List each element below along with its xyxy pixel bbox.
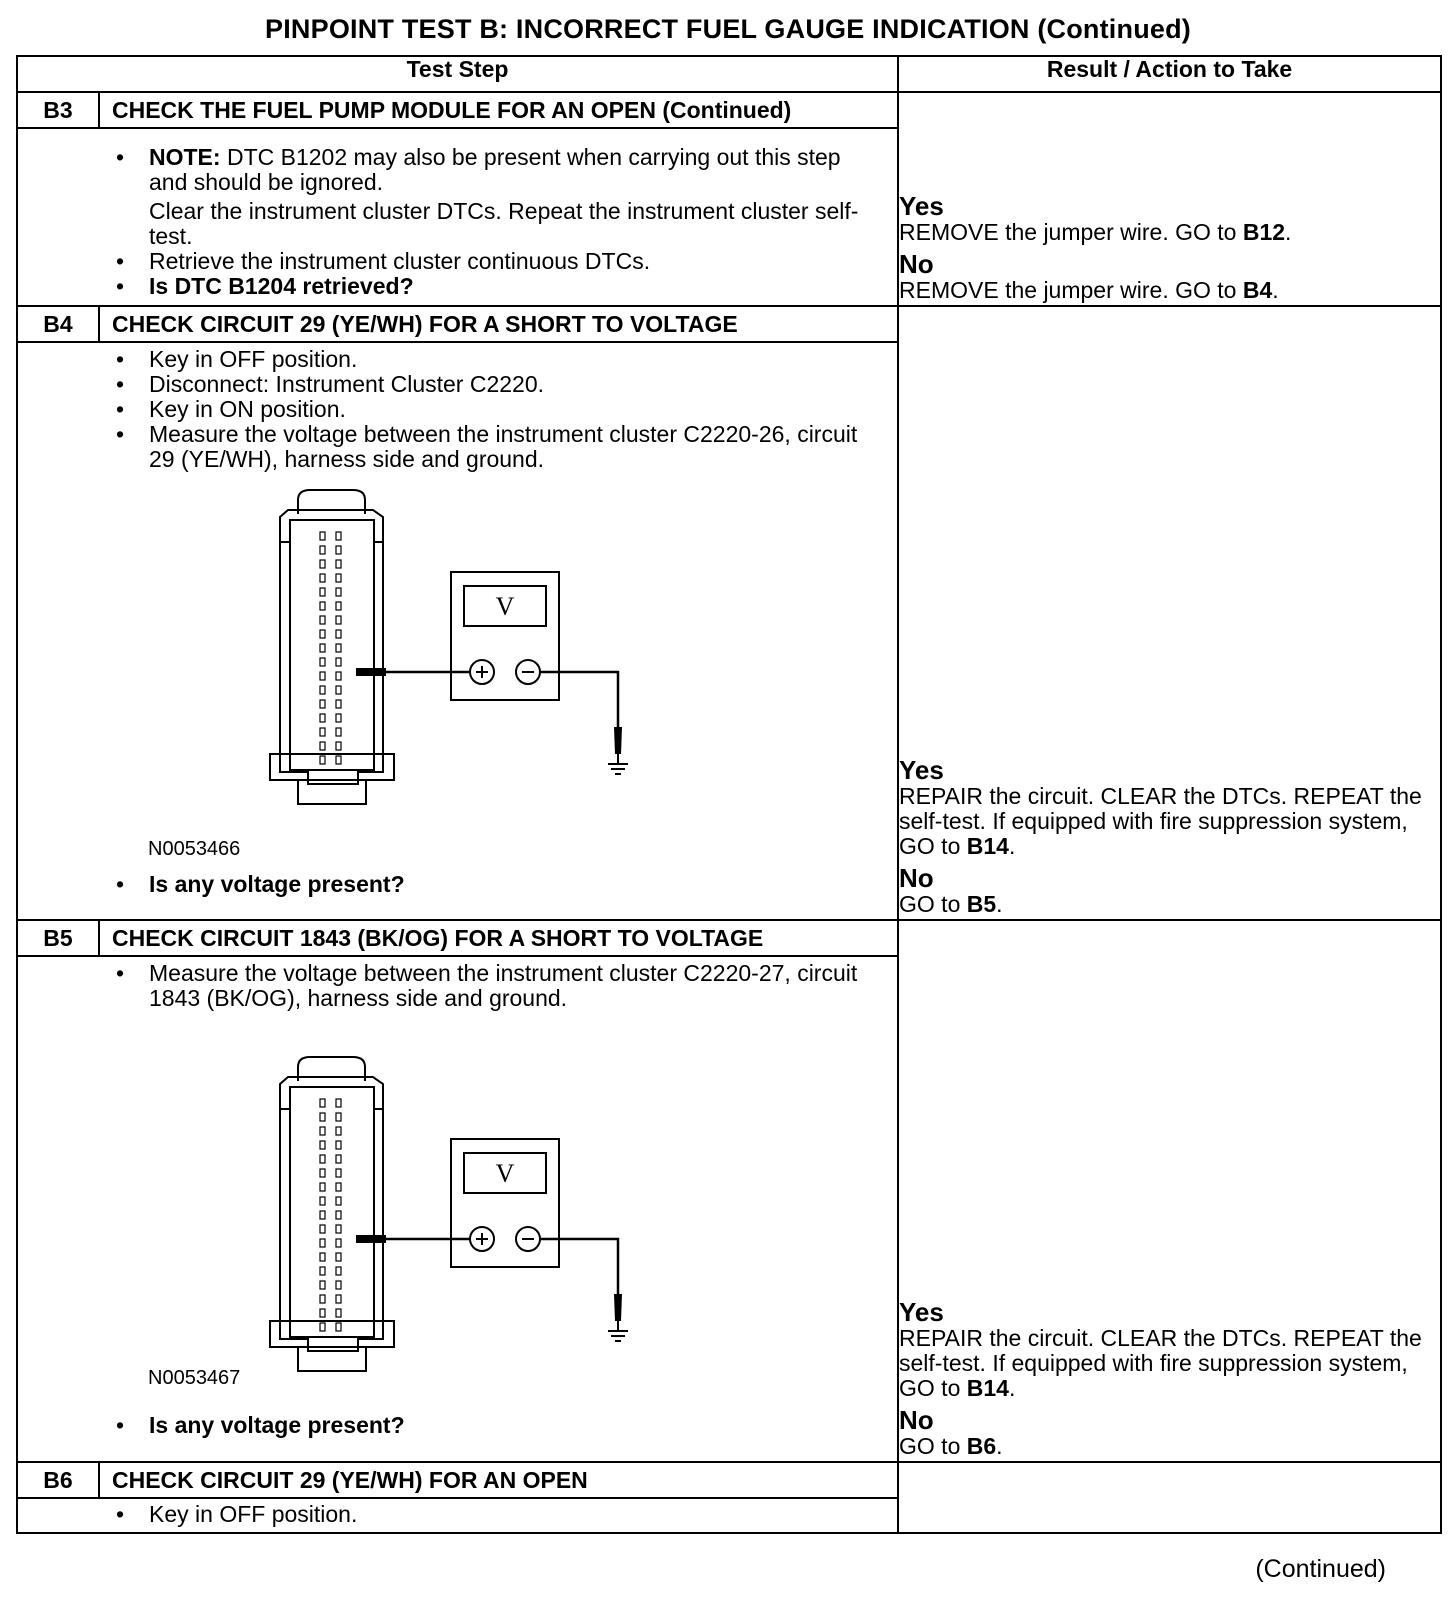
connector-pin — [320, 1309, 325, 1317]
connector-pin — [320, 644, 325, 652]
result-no-action: REMOVE the jumper wire. GO to B4. — [899, 277, 1279, 303]
connector-pin — [320, 1197, 325, 1205]
result-no-label: No — [899, 1405, 934, 1435]
step-title-b5: CHECK CIRCUIT 1843 (BK/OG) FOR A SHORT TO VOLTAGE — [99, 920, 898, 956]
connector-pin — [320, 700, 325, 708]
connector-pin — [336, 1239, 341, 1247]
result-no-label: No — [899, 249, 934, 279]
result-no-action: GO to B6. — [899, 1433, 1003, 1459]
connector-pin — [336, 532, 341, 540]
connector-pin — [320, 1183, 325, 1191]
meter-label-v: V — [495, 592, 515, 621]
connector-pin — [336, 630, 341, 638]
figure-id-b5: N0053467 — [148, 1367, 241, 1389]
list-item: • Disconnect: Instrument Cluster C2220. — [18, 372, 877, 397]
connector-pin — [336, 672, 341, 680]
connector-pin — [320, 588, 325, 596]
connector-pin — [320, 1267, 325, 1275]
connector-pin — [336, 1141, 341, 1149]
connector-pin — [320, 532, 325, 540]
connector-pin — [320, 1099, 325, 1107]
pinpoint-test-table — [16, 55, 1442, 1534]
connector-pin — [336, 756, 341, 764]
list-item: • Retrieve the instrument cluster continuous DTCs. — [18, 249, 877, 274]
connector-pin — [320, 714, 325, 722]
connector-diagram-b5 — [18, 1011, 897, 1413]
connector-pin — [336, 728, 341, 736]
list-item-question: • Is any voltage present? — [18, 1413, 877, 1438]
connector-pin — [336, 1295, 341, 1303]
connector-pin — [336, 658, 341, 666]
connector-pin — [336, 714, 341, 722]
result-yes-action: REPAIR the circuit. CLEAR the DTCs. REPEAT the self-test. If equipped with fire suppression system, GO to B14. — [899, 783, 1422, 859]
connector-pin — [320, 1127, 325, 1135]
connector-pin — [336, 1267, 341, 1275]
connector-pin — [320, 602, 325, 610]
connector-pin — [336, 1309, 341, 1317]
step-id-b5: B5 — [17, 920, 99, 956]
step-id-b6: B6 — [17, 1462, 99, 1498]
result-no-action: GO to B5. — [899, 891, 1003, 917]
step-b3-header-row — [17, 92, 1441, 128]
connector-pin — [336, 1253, 341, 1261]
continued-footer: (Continued) — [1255, 1555, 1386, 1583]
table-header-row — [17, 56, 1441, 92]
list-item-question: • Is DTC B1204 retrieved? — [18, 274, 877, 299]
figure-id-b4: N0053466 — [148, 838, 241, 860]
result-b4 — [898, 306, 1441, 920]
connector-pin — [320, 756, 325, 764]
result-b5 — [898, 920, 1441, 1462]
list-item: • Measure the voltage between the instrument cluster C2220-27, circuit 1843 (BK/OG), harness side and ground. — [18, 961, 877, 1011]
step-title-b3: CHECK THE FUEL PUMP MODULE FOR AN OPEN (Continued) — [99, 92, 898, 128]
list-item: • NOTE: DTC B1202 may also be present when carrying out this step and should be ignored. — [18, 145, 877, 195]
connector-pin — [320, 1323, 325, 1331]
connector-pin — [320, 630, 325, 638]
result-no-label: No — [899, 863, 934, 893]
connector-pin — [336, 1183, 341, 1191]
step-id-b3: B3 — [17, 92, 99, 128]
list-item: • Key in ON position. — [18, 397, 877, 422]
page-title: PINPOINT TEST B: INCORRECT FUEL GAUGE INDICATION (Continued) — [265, 14, 1191, 44]
step-b5-header-row — [17, 920, 1441, 956]
connector-pin — [336, 1113, 341, 1121]
connector-pin — [320, 1295, 325, 1303]
connector-pin — [336, 574, 341, 582]
connector-pin — [336, 560, 341, 568]
connector-pin — [336, 616, 341, 624]
step-title-b4: CHECK CIRCUIT 29 (YE/WH) FOR A SHORT TO VOLTAGE — [99, 306, 898, 342]
connector-pin — [336, 1225, 341, 1233]
list-item: • Key in OFF position. — [18, 1502, 877, 1527]
connector-pin — [336, 546, 341, 554]
step-body-b5 — [17, 956, 898, 1462]
step-body-b4 — [17, 342, 898, 920]
connector-pin — [320, 546, 325, 554]
connector-pin — [336, 1169, 341, 1177]
result-yes-label: Yes — [899, 755, 944, 785]
connector-pin — [320, 1155, 325, 1163]
connector-diagram-b4 — [18, 472, 897, 872]
connector-pin — [320, 560, 325, 568]
connector-pin — [336, 602, 341, 610]
connector-pin — [336, 1127, 341, 1135]
result-yes-action: REMOVE the jumper wire. GO to B12. — [899, 219, 1292, 245]
header-result: Result / Action to Take — [898, 56, 1441, 92]
result-yes-label: Yes — [899, 1297, 944, 1327]
connector-pin — [336, 588, 341, 596]
connector-pin — [320, 616, 325, 624]
step-id-b4: B4 — [17, 306, 99, 342]
connector-voltmeter-illustration — [18, 472, 898, 872]
result-b3 — [898, 92, 1441, 306]
connector-pin — [336, 1323, 341, 1331]
step-title-b6: CHECK CIRCUIT 29 (YE/WH) FOR AN OPEN — [99, 1462, 898, 1498]
connector-pin — [320, 728, 325, 736]
connector-pin — [336, 1281, 341, 1289]
connector-pin — [336, 1197, 341, 1205]
connector-pin — [320, 672, 325, 680]
connector-pin — [336, 686, 341, 694]
connector-pin — [336, 1211, 341, 1219]
connector-voltmeter-illustration — [18, 1011, 898, 1411]
connector-pin — [320, 1141, 325, 1149]
connector-pin — [320, 742, 325, 750]
step-body-b6 — [17, 1498, 898, 1533]
note-follow-text: Clear the instrument cluster DTCs. Repeat the instrument cluster self-test. — [149, 198, 859, 249]
list-item-question: • Is any voltage present? — [18, 872, 877, 897]
list-item: • Key in OFF position. — [18, 347, 877, 372]
connector-pin — [336, 1099, 341, 1107]
step-body-b3 — [17, 128, 898, 306]
step-b6-header-row — [17, 1462, 1441, 1498]
connector-pin — [320, 686, 325, 694]
connector-pin — [320, 658, 325, 666]
list-item: • Measure the voltage between the instrument cluster C2220-26, circuit 29 (YE/WH), harness side and ground. — [18, 422, 877, 472]
step-b4-header-row — [17, 306, 1441, 342]
connector-pin — [320, 1239, 325, 1247]
connector-pin — [320, 574, 325, 582]
connector-pin — [320, 1113, 325, 1121]
result-yes-label: Yes — [899, 191, 944, 221]
connector-pin — [320, 1211, 325, 1219]
result-b6 — [898, 1462, 1441, 1533]
connector-pin — [320, 1225, 325, 1233]
meter-label-v: V — [495, 1159, 515, 1188]
connector-pin — [320, 1169, 325, 1177]
connector-pin — [336, 1155, 341, 1163]
connector-pin — [336, 742, 341, 750]
header-test-step: Test Step — [17, 56, 898, 92]
result-yes-action: REPAIR the circuit. CLEAR the DTCs. REPEAT the self-test. If equipped with fire suppression system, GO to B14. — [899, 1325, 1422, 1401]
connector-pin — [336, 644, 341, 652]
connector-pin — [336, 700, 341, 708]
connector-pin — [320, 1253, 325, 1261]
connector-pin — [320, 1281, 325, 1289]
